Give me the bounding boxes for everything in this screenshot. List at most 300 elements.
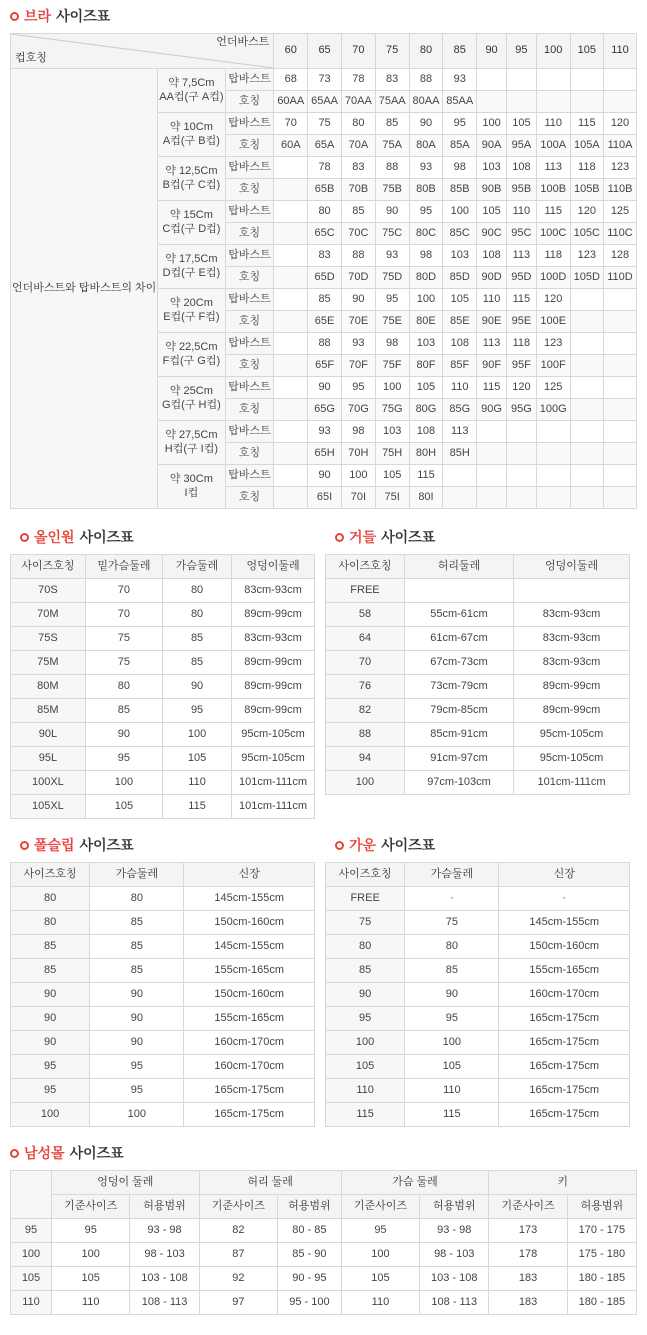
gown-cell: 105	[405, 1055, 499, 1079]
mens-cell: 92	[199, 1267, 277, 1291]
bra-top-value	[536, 421, 570, 443]
fullslip-col-header-2: 신장	[184, 863, 315, 887]
bra-row-label-call: 호칭	[225, 355, 274, 377]
bra-call-value	[477, 91, 507, 113]
bra-top-value	[274, 421, 308, 443]
bra-call-value: 65G	[308, 399, 342, 421]
mens-cell: 178	[489, 1243, 567, 1267]
bullet-icon	[20, 533, 29, 542]
bra-top-value: 80	[308, 201, 342, 223]
bra-top-value	[570, 421, 603, 443]
mens-cell: 90 - 95	[278, 1267, 342, 1291]
mens-group-header-0	[11, 1171, 52, 1219]
gown-cell: 95	[326, 1007, 405, 1031]
bra-call-value	[604, 91, 637, 113]
onepiece-cell: 105	[85, 795, 162, 819]
bra-top-value	[604, 333, 637, 355]
section-title-onepiece	[20, 527, 315, 547]
bra-top-value: 95	[341, 377, 375, 399]
bra-top-value	[443, 465, 477, 487]
onepiece-cell: 100XL	[11, 771, 86, 795]
bullet-icon	[335, 533, 344, 542]
bra-top-value: 80	[341, 113, 375, 135]
bra-row-label-top: 탑바스트	[225, 421, 274, 443]
bra-row-label-call: 호칭	[225, 311, 274, 333]
fullslip-cell: 160cm-170cm	[184, 1055, 315, 1079]
bra-col-header-8: 100	[536, 34, 570, 69]
bra-top-value	[570, 289, 603, 311]
table-row	[11, 1291, 637, 1315]
gown-cell: 150cm-160cm	[499, 935, 630, 959]
girdle-cell: 83cm-93cm	[514, 627, 630, 651]
bra-call-value: 65A	[308, 135, 342, 157]
bra-top-value: 88	[341, 245, 375, 267]
table-row	[11, 1267, 637, 1291]
bra-call-value: 80AA	[409, 91, 443, 113]
fullslip-cell: 165cm-175cm	[184, 1079, 315, 1103]
bra-col-header-4: 80	[409, 34, 443, 69]
onepiece-cell: 90	[163, 675, 232, 699]
bra-top-value: 95	[443, 113, 477, 135]
section-title-mens-rest: 사이즈표	[69, 1145, 124, 1161]
bra-top-value: 75	[308, 113, 342, 135]
bra-corner-underbust-label: 언더바스트	[216, 36, 270, 48]
table-row	[326, 699, 630, 723]
bra-row	[11, 69, 637, 91]
gown-cell: ·	[499, 887, 630, 911]
fullslip-cell: 90	[11, 1031, 90, 1055]
girdle-size-table	[325, 554, 630, 795]
fullslip-cell: 150cm-160cm	[184, 983, 315, 1007]
bra-row-label-call: 호칭	[225, 399, 274, 421]
fullslip-col-header-1: 가슴둘레	[90, 863, 184, 887]
gown-cell: 160cm-170cm	[499, 983, 630, 1007]
bra-call-value: 65D	[308, 267, 342, 289]
bra-top-value	[536, 69, 570, 91]
bra-top-value: 93	[409, 157, 443, 179]
bra-col-header-0: 60	[274, 34, 308, 69]
onepiece-cell: 95L	[11, 747, 86, 771]
bra-top-value: 120	[506, 377, 536, 399]
mens-cell: 95 - 100	[278, 1291, 342, 1315]
bra-top-value: 108	[409, 421, 443, 443]
bra-call-value: 90F	[477, 355, 507, 377]
mens-group-header-1: 엉덩이 둘레	[52, 1171, 200, 1195]
bra-row-label-top: 탑바스트	[225, 157, 274, 179]
bullet-icon	[10, 1149, 19, 1158]
bra-top-value: 93	[375, 245, 409, 267]
mens-cell: 93 - 98	[420, 1219, 489, 1243]
gown-cell: 155cm-165cm	[499, 959, 630, 983]
bra-top-value	[506, 69, 536, 91]
table-row	[11, 983, 315, 1007]
bullet-icon	[20, 841, 29, 850]
table-row	[11, 1219, 637, 1243]
mens-group-header-3: 가슴 둘레	[341, 1171, 489, 1195]
bra-call-value	[506, 443, 536, 465]
bra-call-value: 100G	[536, 399, 570, 421]
mens-size-table	[10, 1170, 637, 1315]
bra-top-value: 100	[341, 465, 375, 487]
row-fullslip-gown	[10, 835, 637, 1127]
table-row	[326, 1007, 630, 1031]
bra-top-value: 120	[604, 113, 637, 135]
girdle-col-header-2: 엉덩이둘레	[514, 555, 630, 579]
mens-cell: 108 - 113	[130, 1291, 199, 1315]
fullslip-cell: 95	[90, 1079, 184, 1103]
bra-top-value	[274, 377, 308, 399]
gown-cell: 165cm-175cm	[499, 1007, 630, 1031]
mens-cell: 97	[199, 1291, 277, 1315]
bra-call-value: 70I	[341, 487, 375, 509]
bra-cup-name: 약 10Cm A컵(구 B컵)	[158, 113, 225, 157]
section-title-gown-rest: 사이즈표	[381, 837, 436, 853]
onepiece-cell: 70S	[11, 579, 86, 603]
fullslip-size-table	[10, 862, 315, 1127]
gown-cell: 75	[326, 911, 405, 935]
fullslip-cell: 145cm-155cm	[184, 887, 315, 911]
gown-cell: 110	[405, 1079, 499, 1103]
bra-call-value: 90A	[477, 135, 507, 157]
girdle-cell: 94	[326, 747, 405, 771]
table-row	[326, 911, 630, 935]
gown-cell: 100	[326, 1031, 405, 1055]
bra-call-value	[570, 443, 603, 465]
gown-cell: 165cm-175cm	[499, 1031, 630, 1055]
table-row	[326, 959, 630, 983]
bra-call-value: 95D	[506, 267, 536, 289]
bra-call-value: 95G	[506, 399, 536, 421]
fullslip-cell: 90	[11, 1007, 90, 1031]
bra-call-value: 70H	[341, 443, 375, 465]
gown-cell: 85	[405, 959, 499, 983]
bra-call-value: 75B	[375, 179, 409, 201]
gown-cell: 80	[326, 935, 405, 959]
bra-call-value: 105A	[570, 135, 603, 157]
bra-call-value: 80E	[409, 311, 443, 333]
bra-call-value: 100D	[536, 267, 570, 289]
bra-call-value: 70A	[341, 135, 375, 157]
bra-call-value: 95F	[506, 355, 536, 377]
mens-cell: 95	[341, 1219, 419, 1243]
bra-col-header-10: 110	[604, 34, 637, 69]
mens-cell: 100	[11, 1243, 52, 1267]
bra-top-value: 123	[570, 245, 603, 267]
fullslip-cell: 85	[11, 959, 90, 983]
table-row	[326, 983, 630, 1007]
gown-cell: 75	[405, 911, 499, 935]
table-row	[11, 1007, 315, 1031]
onepiece-cell: 89cm-99cm	[232, 603, 315, 627]
mens-sub-header-1-0: 기준사이즈	[199, 1195, 277, 1219]
fullslip-cell: 95	[90, 1055, 184, 1079]
bra-call-value	[536, 443, 570, 465]
fullslip-cell: 90	[90, 983, 184, 1007]
bra-top-value: 90	[308, 465, 342, 487]
girdle-cell: 76	[326, 675, 405, 699]
bra-top-value	[274, 201, 308, 223]
table-row	[11, 1103, 315, 1127]
mens-cell: 80 - 85	[278, 1219, 342, 1243]
table-row	[326, 1079, 630, 1103]
onepiece-cell: 75S	[11, 627, 86, 651]
bra-call-value: 100B	[536, 179, 570, 201]
fullslip-cell: 155cm-165cm	[184, 959, 315, 983]
table-row	[11, 771, 315, 795]
bra-call-value: 100A	[536, 135, 570, 157]
bra-call-value	[536, 487, 570, 509]
bra-call-value: 80H	[409, 443, 443, 465]
mens-cell: 183	[489, 1267, 567, 1291]
table-row	[11, 651, 315, 675]
mens-cell: 105	[52, 1267, 130, 1291]
bra-top-value: 108	[443, 333, 477, 355]
onepiece-cell: 75M	[11, 651, 86, 675]
onepiece-cell: 85	[85, 699, 162, 723]
bra-call-value: 80A	[409, 135, 443, 157]
bra-call-value: 85C	[443, 223, 477, 245]
girdle-cell: 70	[326, 651, 405, 675]
bra-call-value: 65E	[308, 311, 342, 333]
bra-top-value: 103	[375, 421, 409, 443]
mens-cell: 180 - 185	[567, 1267, 636, 1291]
table-row	[11, 723, 315, 747]
table-row	[11, 747, 315, 771]
bra-call-value: 65H	[308, 443, 342, 465]
fullslip-cell: 85	[90, 935, 184, 959]
mens-cell: 103 - 108	[420, 1267, 489, 1291]
onepiece-cell: 90	[85, 723, 162, 747]
mens-cell: 82	[199, 1219, 277, 1243]
bra-corner-cell	[11, 34, 274, 69]
gown-col-header-0: 사이즈호칭	[326, 863, 405, 887]
bra-top-value: 125	[604, 201, 637, 223]
bra-call-value: 75I	[375, 487, 409, 509]
bra-top-value: 110	[536, 113, 570, 135]
bra-top-value: 113	[506, 245, 536, 267]
bra-top-value: 78	[341, 69, 375, 91]
onepiece-cell: 95cm-105cm	[232, 747, 315, 771]
fullslip-cell: 85	[90, 959, 184, 983]
bra-top-value: 98	[341, 421, 375, 443]
bra-call-value: 95A	[506, 135, 536, 157]
bra-call-value: 110A	[604, 135, 637, 157]
bra-row-label-call: 호칭	[225, 179, 274, 201]
onepiece-cell: 101cm-111cm	[232, 795, 315, 819]
bra-call-value	[443, 487, 477, 509]
gown-cell: 145cm-155cm	[499, 911, 630, 935]
bra-call-value	[274, 179, 308, 201]
fullslip-cell: 80	[11, 887, 90, 911]
onepiece-cell: 83cm-93cm	[232, 627, 315, 651]
gown-cell: 100	[405, 1031, 499, 1055]
bra-top-value	[536, 465, 570, 487]
section-title-fullslip-highlight: 폴슬립	[34, 837, 75, 853]
bra-row-label-call: 호칭	[225, 267, 274, 289]
onepiece-cell: 70	[85, 579, 162, 603]
girdle-cell: 91cm-97cm	[404, 747, 513, 771]
bra-top-value: 108	[506, 157, 536, 179]
gown-cell: 115	[326, 1103, 405, 1127]
table-row	[326, 627, 630, 651]
bra-call-value: 65I	[308, 487, 342, 509]
bra-call-value: 75H	[375, 443, 409, 465]
gown-cell: 115	[405, 1103, 499, 1127]
gown-cell: 165cm-175cm	[499, 1079, 630, 1103]
table-row	[326, 887, 630, 911]
table-row	[11, 579, 315, 603]
bra-top-value	[274, 465, 308, 487]
girdle-cell: FREE	[326, 579, 405, 603]
bra-top-value	[570, 333, 603, 355]
bra-call-value	[477, 487, 507, 509]
mens-cell: 180 - 185	[567, 1291, 636, 1315]
bra-top-value: 85	[375, 113, 409, 135]
section-title-fullslip-rest: 사이즈표	[79, 837, 134, 853]
onepiece-cell: 101cm-111cm	[232, 771, 315, 795]
bullet-icon	[335, 841, 344, 850]
onepiece-cell: 80	[85, 675, 162, 699]
bra-call-value: 105C	[570, 223, 603, 245]
bra-call-value: 100F	[536, 355, 570, 377]
bra-call-value	[536, 91, 570, 113]
gown-header-row	[326, 863, 630, 887]
bra-top-value	[477, 465, 507, 487]
bra-top-value	[274, 245, 308, 267]
bra-table-wrapper	[10, 33, 637, 509]
bra-call-value	[570, 311, 603, 333]
bra-call-value: 90D	[477, 267, 507, 289]
onepiece-cell: 83cm-93cm	[232, 579, 315, 603]
fullslip-cell: 150cm-160cm	[184, 911, 315, 935]
bra-top-value: 68	[274, 69, 308, 91]
bra-call-value: 70AA	[341, 91, 375, 113]
bra-call-value	[274, 311, 308, 333]
table-row	[326, 1103, 630, 1127]
gown-size-table	[325, 862, 630, 1127]
bra-call-value: 110B	[604, 179, 637, 201]
fullslip-cell: 80	[90, 887, 184, 911]
bra-top-value: 108	[477, 245, 507, 267]
fullslip-header-row	[11, 863, 315, 887]
bra-call-value: 80B	[409, 179, 443, 201]
mens-cell: 175 - 180	[567, 1243, 636, 1267]
mens-cell: 103 - 108	[130, 1267, 199, 1291]
bra-row-label-top: 탑바스트	[225, 69, 274, 91]
bra-top-value	[274, 333, 308, 355]
bra-top-value: 83	[375, 69, 409, 91]
bra-call-value: 75F	[375, 355, 409, 377]
fullslip-cell: 90	[11, 983, 90, 1007]
bra-top-value: 70	[274, 113, 308, 135]
mens-sub-header-2-0: 기준사이즈	[341, 1195, 419, 1219]
bra-call-value	[570, 355, 603, 377]
gown-col-header-1: 가슴둘레	[405, 863, 499, 887]
bra-top-value	[570, 377, 603, 399]
bra-call-value: 100E	[536, 311, 570, 333]
bra-top-value: 78	[308, 157, 342, 179]
bra-top-value: 115	[477, 377, 507, 399]
bra-call-value: 85AA	[443, 91, 477, 113]
bra-top-value: 115	[506, 289, 536, 311]
bra-call-value: 110C	[604, 223, 637, 245]
bra-top-value: 98	[443, 157, 477, 179]
onepiece-cell: 70M	[11, 603, 86, 627]
girdle-cell: 95cm-105cm	[514, 723, 630, 747]
bra-top-value: 103	[443, 245, 477, 267]
table-row	[11, 627, 315, 651]
bra-call-value	[604, 487, 637, 509]
fullslip-col-header-0: 사이즈호칭	[11, 863, 90, 887]
bra-col-header-7: 95	[506, 34, 536, 69]
girdle-cell: 58	[326, 603, 405, 627]
table-row	[11, 699, 315, 723]
mens-cell: 105	[11, 1267, 52, 1291]
girdle-cell: 82	[326, 699, 405, 723]
table-row	[326, 747, 630, 771]
girdle-cell: 61cm-67cm	[404, 627, 513, 651]
bullet-icon	[10, 12, 19, 21]
mens-table-wrapper	[10, 1170, 637, 1315]
bra-call-value	[274, 223, 308, 245]
girdle-cell: 95cm-105cm	[514, 747, 630, 771]
bra-row-label-top: 탑바스트	[225, 201, 274, 223]
mens-cell: 108 - 113	[420, 1291, 489, 1315]
section-title-mens-highlight: 남성몰	[24, 1145, 65, 1161]
fullslip-cell: 90	[90, 1031, 184, 1055]
table-row	[326, 1031, 630, 1055]
bra-top-value	[570, 69, 603, 91]
bra-call-value: 85A	[443, 135, 477, 157]
gown-cell: 165cm-175cm	[499, 1103, 630, 1127]
bra-call-value: 70E	[341, 311, 375, 333]
onepiece-cell: 90L	[11, 723, 86, 747]
onepiece-cell: 85	[163, 651, 232, 675]
girdle-cell: 85cm-91cm	[404, 723, 513, 747]
gown-cell: ·	[405, 887, 499, 911]
bra-top-value: 103	[477, 157, 507, 179]
bra-call-value	[274, 267, 308, 289]
bra-col-header-2: 70	[341, 34, 375, 69]
girdle-col-header-1: 허리둘레	[404, 555, 513, 579]
bra-vertical-label: 언더바스트와 탑바스트의 차이	[11, 69, 158, 509]
bra-cup-name: 약 7,5Cm AA컵(구 A컵)	[158, 69, 225, 113]
section-title-onepiece-highlight: 올인원	[34, 529, 75, 545]
bra-call-value: 85H	[443, 443, 477, 465]
fullslip-cell: 100	[11, 1103, 90, 1127]
mens-cell: 85 - 90	[278, 1243, 342, 1267]
mens-cell: 170 - 175	[567, 1219, 636, 1243]
onepiece-cell: 75	[85, 651, 162, 675]
table-row	[11, 795, 315, 819]
bra-top-value: 100	[443, 201, 477, 223]
bra-call-value: 80D	[409, 267, 443, 289]
section-title-girdle-rest: 사이즈표	[381, 529, 436, 545]
onepiece-col-header-3: 엉덩이둘레	[232, 555, 315, 579]
bra-top-value: 113	[443, 421, 477, 443]
bra-top-value: 95	[375, 289, 409, 311]
table-row	[326, 675, 630, 699]
col-onepiece	[10, 527, 315, 819]
bra-call-value: 80C	[409, 223, 443, 245]
onepiece-cell: 75	[85, 627, 162, 651]
onepiece-col-header-0: 사이즈호칭	[11, 555, 86, 579]
bra-call-value	[477, 443, 507, 465]
bra-call-value: 95E	[506, 311, 536, 333]
mens-sub-header-row	[11, 1195, 637, 1219]
bra-top-value: 93	[308, 421, 342, 443]
bra-call-value	[570, 91, 603, 113]
